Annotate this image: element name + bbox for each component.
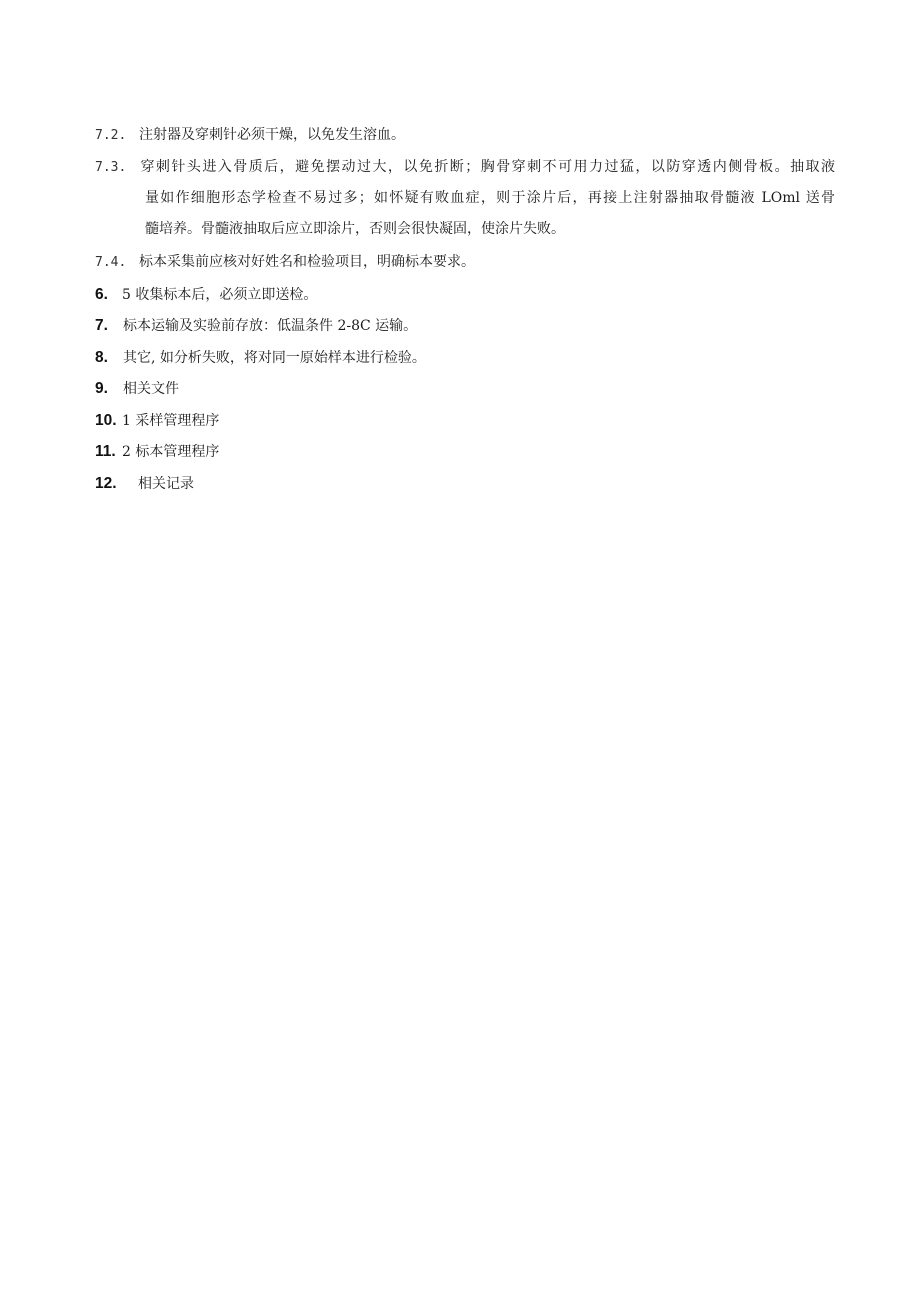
list-item-7-2 bbox=[95, 120, 834, 151]
item-line-continued: 量如作细胞形态学检查不易过多；如怀疑有败血症，则于涂片后，再接上注射器抽取骨髓液 LOml 送骨 bbox=[145, 190, 835, 206]
item-line bbox=[95, 152, 835, 183]
list-item-10 bbox=[95, 405, 834, 437]
item-text: 其它, 如分析失败，将对同一原始样本进行检验。 bbox=[123, 350, 426, 366]
item-number: 12. bbox=[95, 475, 117, 492]
item-number: 6. bbox=[95, 286, 108, 303]
item-number: 11. bbox=[95, 443, 116, 460]
item-text: 标本采集前应核对好姓名和检验项目，明确标本要求。 bbox=[139, 254, 475, 270]
item-text: 穿刺针头进入骨质后，避免摆动过大，以免折断；胸骨穿刺不可用力过猛，以防穿透内侧骨板。抽取液 bbox=[139, 159, 835, 175]
item-number: 7.4. bbox=[95, 255, 127, 270]
item-number: 10. bbox=[95, 412, 117, 429]
item-text: 5 收集标本后，必须立即送检。 bbox=[122, 287, 318, 303]
item-text: 2 标本管理程序 bbox=[122, 444, 220, 460]
list-item-6 bbox=[95, 279, 834, 311]
item-text: 1 采样管理程序 bbox=[122, 413, 220, 429]
item-number: 8. bbox=[95, 349, 108, 366]
item-number: 9. bbox=[95, 380, 108, 397]
list-item-8 bbox=[95, 342, 834, 374]
item-number: 7.3. bbox=[95, 160, 127, 175]
list-item-7 bbox=[95, 310, 834, 342]
list-item-11 bbox=[95, 436, 834, 468]
item-text: 相关记录 bbox=[138, 476, 194, 492]
item-text: 注射器及穿刺针必须干燥，以免发生溶血。 bbox=[139, 127, 405, 143]
list-item-7-3 bbox=[95, 152, 835, 245]
item-number: 7. bbox=[95, 317, 108, 334]
list-item-12 bbox=[95, 468, 834, 500]
item-text: 相关文件 bbox=[123, 381, 179, 397]
item-line-continued: 髓培养。骨髓液抽取后应立即涂片，否则会很快凝固，使涂片失败。 bbox=[145, 221, 565, 237]
item-text: 标本运输及实验前存放：低温条件 2-8C 运输。 bbox=[123, 318, 418, 334]
list-item-7-4 bbox=[95, 247, 834, 278]
list-item-9 bbox=[95, 373, 834, 405]
item-number: 7.2. bbox=[95, 128, 127, 143]
